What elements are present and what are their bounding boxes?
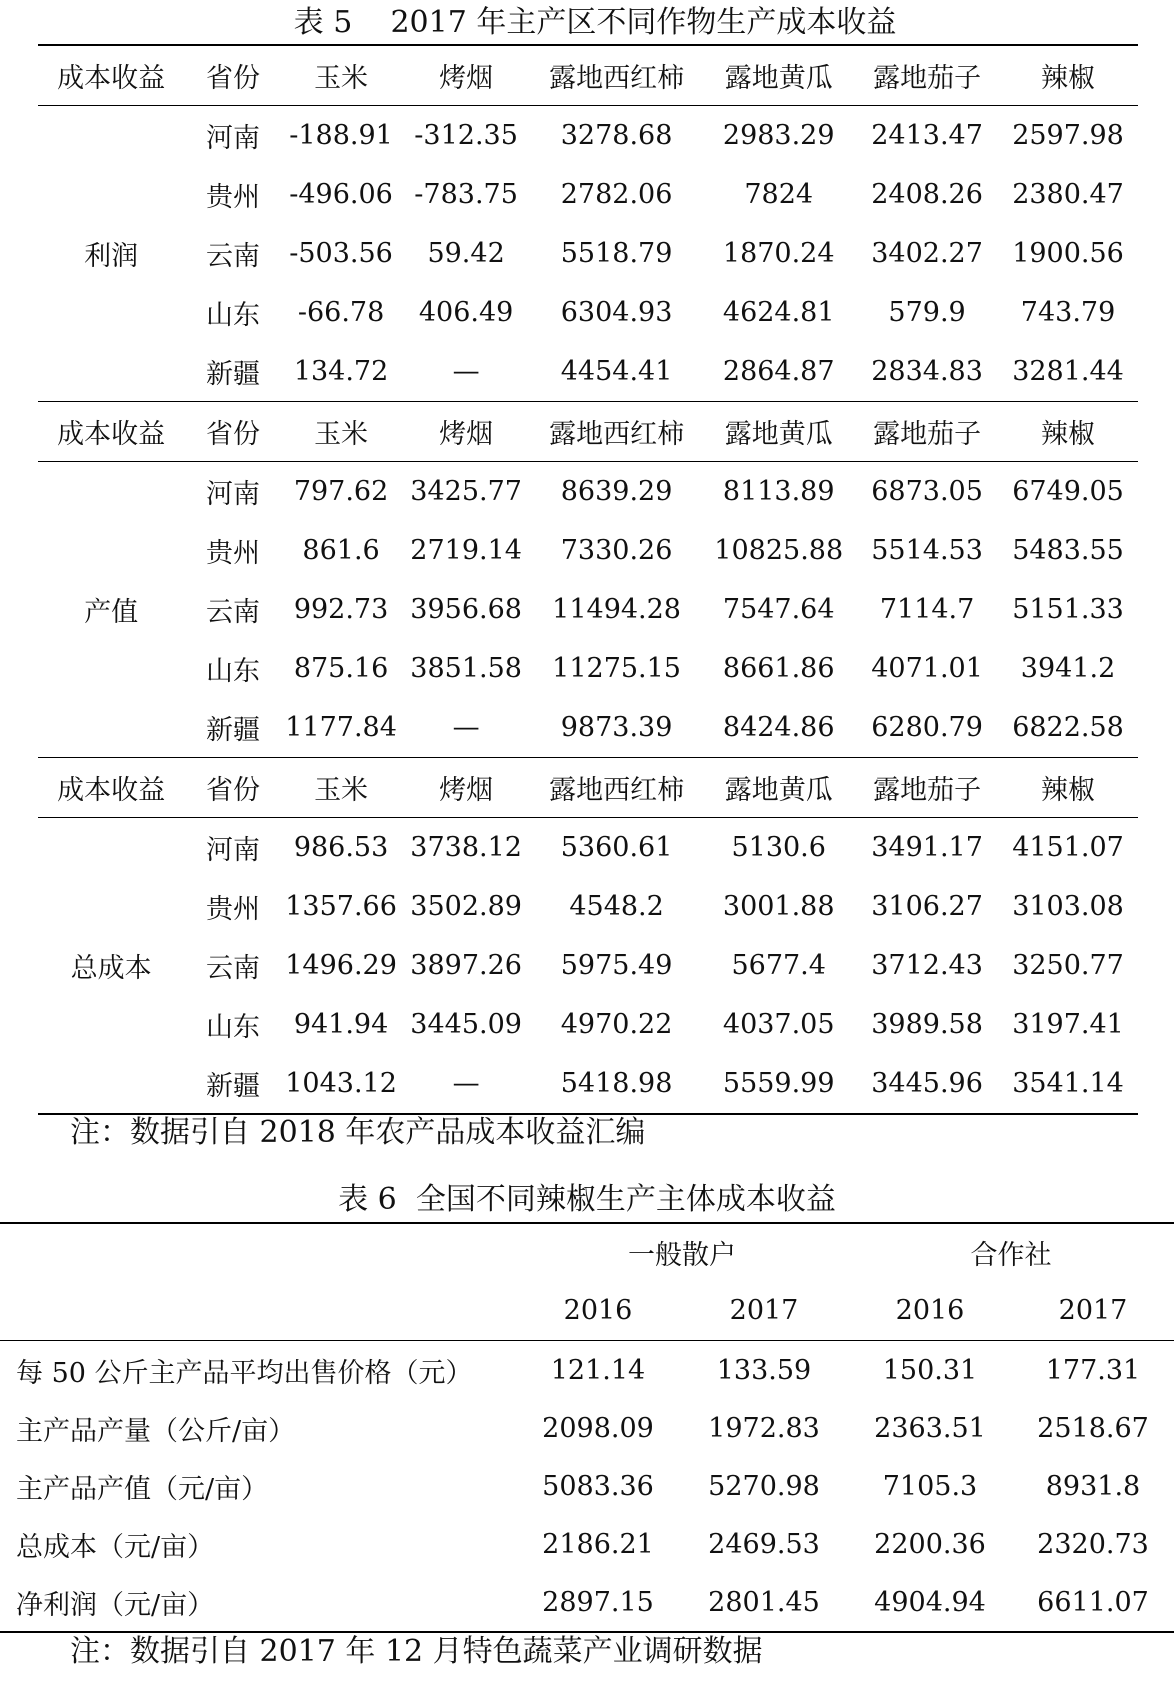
table5-value-cell: 2719.14	[410, 535, 522, 566]
table5-value-cell: 3425.77	[410, 476, 522, 507]
table6-group-header: 一般散户	[628, 1239, 736, 1271]
table6-value-cell: 150.31	[882, 1354, 978, 1386]
table5-value-cell: 2380.47	[1012, 179, 1124, 210]
table5-value-cell: 4624.81	[722, 297, 835, 328]
table5-value-cell: 6304.93	[560, 297, 673, 328]
table6-value-cell: 5270.98	[708, 1470, 820, 1502]
table6-value-cell: 2469.53	[708, 1528, 820, 1560]
table5-province-cell: 新疆	[205, 1071, 260, 1102]
table5-header-cell: 露地黄瓜	[701, 758, 856, 818]
table5-value-cell: 2597.98	[1012, 120, 1124, 151]
table6-value-cell: 133.59	[716, 1354, 812, 1386]
table5-value-cell: 5677.4	[731, 950, 826, 981]
table5-value-cell: 3106.27	[871, 891, 983, 922]
table5-header-row	[38, 758, 1138, 818]
table5-value-cell: 6822.58	[998, 698, 1138, 758]
table5-value-cell: 7547.64	[722, 594, 835, 625]
table5-value-cell: 1900.56	[1012, 238, 1124, 269]
table5-province-cell: 河南	[205, 479, 260, 510]
table5-value-cell: 797.62	[293, 476, 389, 507]
table5-header-cell: 辣椒	[998, 758, 1138, 818]
table5-province-cell: 云南	[205, 953, 260, 984]
table5-value-cell: 8424.86	[701, 698, 856, 758]
table6-year-header: 2016	[516, 1280, 680, 1341]
table5-row	[38, 165, 1138, 224]
table5-value-cell: 2408.26	[871, 179, 983, 210]
table5-value-cell: 2782.06	[560, 179, 673, 210]
table5-value-cell: 3278.68	[560, 120, 673, 151]
table5-row	[38, 936, 1138, 995]
table5-value-cell: 3001.88	[722, 891, 835, 922]
table5-value-cell: -503.56	[289, 238, 393, 269]
table6-year-header: 2017	[680, 1280, 848, 1341]
table5-row	[38, 639, 1138, 698]
table5-row	[38, 342, 1138, 402]
table5-value-cell: 3897.26	[410, 950, 522, 981]
table6-value-cell: 6611.07	[1037, 1586, 1149, 1618]
table6-value-cell: 8931.8	[1045, 1470, 1141, 1502]
table5-header-cell: 露地西红柿	[532, 758, 702, 818]
table5-value-cell: 992.73	[293, 594, 389, 625]
table5-province-cell: 新疆	[184, 698, 281, 758]
table5-value-cell: 3402.27	[871, 238, 983, 269]
table6-row	[0, 1457, 1174, 1515]
table5-header-cell: 露地茄子	[856, 758, 998, 818]
table5-province-cell: 贵州	[205, 538, 260, 569]
table5-value-cell: 1357.66	[285, 891, 397, 922]
table6-row	[0, 1573, 1174, 1632]
table5-value-cell: 875.16	[293, 653, 389, 684]
table5-value-cell: 3956.68	[410, 594, 522, 625]
table5-row	[38, 1054, 1138, 1114]
table5-value-cell: 3197.41	[1012, 1009, 1124, 1040]
table5-value-cell: 406.49	[418, 297, 514, 328]
table5-value-cell: 3103.08	[1012, 891, 1124, 922]
table5-value-cell: 5130.6	[731, 832, 826, 863]
table5-value-cell: 8661.86	[722, 653, 835, 684]
table6-row	[0, 1515, 1174, 1573]
table5-province-cell: 贵州	[205, 894, 260, 925]
table5-header-cell: 烤烟	[400, 45, 531, 106]
table5-province-cell: 新疆	[184, 342, 281, 402]
table5-value-cell: 6749.05	[1012, 476, 1124, 507]
table5-header-cell: 露地西红柿	[532, 402, 702, 462]
table5-value-cell: 3941.2	[1020, 653, 1116, 684]
table5-section-label: 产值	[38, 462, 184, 758]
table5-value-cell: 9873.39	[532, 698, 702, 758]
table6	[0, 1222, 1174, 1633]
table5-value-cell: 3250.77	[1012, 950, 1124, 981]
table5-value-cell: 4548.2	[569, 891, 664, 922]
table5-value-cell: -312.35	[414, 120, 518, 151]
table5-value-cell: 3445.09	[410, 1009, 522, 1040]
table5-value-cell: 2834.83	[856, 342, 998, 402]
table5-value-cell: 3541.14	[1012, 1068, 1124, 1099]
table5-header-cell: 烤烟	[400, 402, 531, 462]
table6-value-cell: 2186.21	[542, 1528, 654, 1560]
table6-value-cell: 2200.36	[874, 1528, 986, 1560]
table5-value-cell: 7824	[744, 179, 814, 210]
table5-value-cell: 986.53	[293, 832, 389, 863]
table5-value-cell: 3712.43	[871, 950, 983, 981]
table6-corner-cell	[0, 1280, 516, 1341]
table5-value-cell: —	[452, 1068, 480, 1099]
table6-value-cell: 2363.51	[874, 1412, 986, 1444]
table5-province-cell: 云南	[205, 597, 260, 628]
table5-row	[38, 995, 1138, 1054]
table5	[38, 44, 1138, 1115]
table5-section-label: 利润	[38, 106, 184, 402]
table5-value-cell: —	[400, 342, 531, 402]
table5-caption: 表 5 2017 年主产区不同作物生产成本收益	[293, 5, 897, 40]
table6-corner-cell	[0, 1223, 516, 1280]
table5-value-cell: 5483.55	[1012, 535, 1124, 566]
table5-header-cell: 成本收益	[38, 758, 184, 818]
table5-header-cell: 成本收益	[38, 45, 184, 106]
table6-row-label: 总成本（元/亩）	[16, 1531, 215, 1563]
table5-value-cell: 1870.24	[722, 238, 835, 269]
table6-value-cell: 4904.94	[874, 1586, 986, 1618]
table5-row	[38, 462, 1138, 522]
table5-header-cell: 烤烟	[400, 758, 531, 818]
table5-header-cell: 露地茄子	[856, 402, 998, 462]
table6-value-cell: 5083.36	[542, 1470, 654, 1502]
table5-value-cell: 8639.29	[560, 476, 673, 507]
table5-value-cell: 5151.33	[1012, 594, 1124, 625]
table5-province-cell: 山东	[205, 656, 260, 687]
table5-value-cell: 8113.89	[722, 476, 835, 507]
table5-value-cell: 6873.05	[871, 476, 983, 507]
table6-group-header: 合作社	[970, 1239, 1052, 1271]
table5-header-cell: 成本收益	[38, 402, 184, 462]
table5-value-cell: 3989.58	[871, 1009, 983, 1040]
table5-value-cell: 1043.12	[285, 1068, 397, 1099]
table5-value-cell: 2983.29	[722, 120, 835, 151]
table6-value-cell: 2098.09	[542, 1412, 654, 1444]
table6-group-row	[0, 1223, 1174, 1280]
table5-header-cell: 省份	[184, 758, 281, 818]
table6-value-cell: 2897.15	[542, 1586, 654, 1618]
table5-value-cell: 4037.05	[722, 1009, 835, 1040]
table5-value-cell: 3491.17	[871, 832, 983, 863]
table5-value-cell: 4454.41	[532, 342, 702, 402]
table5-row	[38, 698, 1138, 758]
table6-value-cell: 7105.3	[882, 1470, 978, 1502]
table5-header-cell: 省份	[184, 402, 281, 462]
table5-value-cell: 4970.22	[560, 1009, 673, 1040]
table5-header-cell: 露地黄瓜	[701, 45, 856, 106]
table5-row	[38, 877, 1138, 936]
table6-row	[0, 1341, 1174, 1400]
table5-header-row	[38, 402, 1138, 462]
table5-value-cell: 11275.15	[552, 653, 681, 684]
table5-value-cell: 743.79	[1020, 297, 1116, 328]
table5-value-cell: 5514.53	[871, 535, 983, 566]
table5-value-cell: 7114.7	[879, 594, 975, 625]
table5-row	[38, 283, 1138, 342]
table5-value-cell: 5518.79	[560, 238, 673, 269]
table6-row-label: 净利润（元/亩）	[16, 1589, 215, 1621]
table5-row	[38, 818, 1138, 878]
table5-province-cell: 贵州	[205, 182, 260, 213]
table5-province-cell: 云南	[205, 241, 260, 272]
table6-value-cell: 121.14	[550, 1354, 646, 1386]
table5-header-cell: 省份	[184, 45, 281, 106]
table5-header-row	[38, 45, 1138, 106]
table5-value-cell: 10825.88	[714, 535, 844, 566]
table5-section-label: 总成本	[70, 953, 152, 984]
table5-value-cell: 134.72	[282, 342, 401, 402]
table5-header-cell: 露地茄子	[856, 45, 998, 106]
table5-value-cell: 11494.28	[552, 594, 681, 625]
table5-header-cell: 玉米	[282, 402, 401, 462]
table5-note: 注：数据引自 2018 年农产品成本收益汇编	[70, 1115, 646, 1150]
table5-value-cell: 1177.84	[282, 698, 401, 758]
table5-value-cell: 4151.07	[1012, 832, 1124, 863]
table5-value-cell: 4071.01	[871, 653, 983, 684]
table5-value-cell: -783.75	[414, 179, 518, 210]
table6-year-header: 2017	[1012, 1280, 1174, 1341]
table5-value-cell: 59.42	[427, 238, 505, 269]
table6-row-label: 主产品产值（元/亩）	[16, 1473, 269, 1505]
table5-header-cell: 玉米	[282, 758, 401, 818]
table5-value-cell: -66.78	[297, 297, 385, 328]
table6-note: 注：数据引自 2017 年 12 月特色蔬菜产业调研数据	[70, 1634, 763, 1669]
table5-value-cell: 579.9	[888, 297, 966, 328]
table5-province-cell: 山东	[205, 1012, 260, 1043]
table5-value-cell: 3281.44	[998, 342, 1138, 402]
table5-value-cell: -188.91	[289, 120, 393, 151]
table5-header-cell: 辣椒	[998, 45, 1138, 106]
table6-row-label: 每 50 公斤主产品平均出售价格（元）	[16, 1357, 473, 1389]
table5-value-cell: 2413.47	[871, 120, 983, 151]
table5-value-cell: 2864.87	[701, 342, 856, 402]
table5-value-cell: 3738.12	[410, 832, 522, 863]
table6-row-label: 主产品产量（公斤/亩）	[16, 1415, 296, 1447]
table5-value-cell: 3502.89	[410, 891, 522, 922]
table5-province-cell: 山东	[205, 300, 260, 331]
table6-value-cell: 1972.83	[708, 1412, 820, 1444]
table5-row	[38, 106, 1138, 166]
table5-value-cell: 5975.49	[560, 950, 673, 981]
table5-value-cell: 1496.29	[285, 950, 397, 981]
table5-value-cell: 5360.61	[560, 832, 673, 863]
table6-year-row	[0, 1280, 1174, 1341]
table5-row	[38, 521, 1138, 580]
table5-header-cell: 露地黄瓜	[701, 402, 856, 462]
table6-year-header: 2016	[848, 1280, 1012, 1341]
table5-value-cell: —	[400, 698, 531, 758]
table5-province-cell: 河南	[205, 123, 260, 154]
table5-province-cell: 河南	[205, 835, 260, 866]
table5-value-cell: 3445.96	[871, 1068, 983, 1099]
table5-value-cell: 6280.79	[856, 698, 998, 758]
table5-row	[38, 224, 1138, 283]
table6-row	[0, 1399, 1174, 1457]
table5-value-cell: 5559.99	[722, 1068, 835, 1099]
table5-header-cell: 玉米	[282, 45, 401, 106]
table5-value-cell: 941.94	[293, 1009, 389, 1040]
table5-value-cell: 861.6	[302, 535, 380, 566]
table5-row	[38, 580, 1138, 639]
table5-value-cell: 5418.98	[560, 1068, 673, 1099]
table5-value-cell: 3851.58	[410, 653, 522, 684]
table6-value-cell: 2518.67	[1037, 1412, 1149, 1444]
table5-value-cell: 7330.26	[560, 535, 673, 566]
table6-value-cell: 2320.73	[1037, 1528, 1149, 1560]
table5-header-cell: 辣椒	[998, 402, 1138, 462]
table5-value-cell: -496.06	[289, 179, 393, 210]
table6-value-cell: 177.31	[1045, 1354, 1141, 1386]
table6-value-cell: 2801.45	[708, 1586, 820, 1618]
table6-caption: 表 6 全国不同辣椒生产主体成本收益	[338, 1182, 836, 1217]
table5-header-cell: 露地西红柿	[532, 45, 702, 106]
